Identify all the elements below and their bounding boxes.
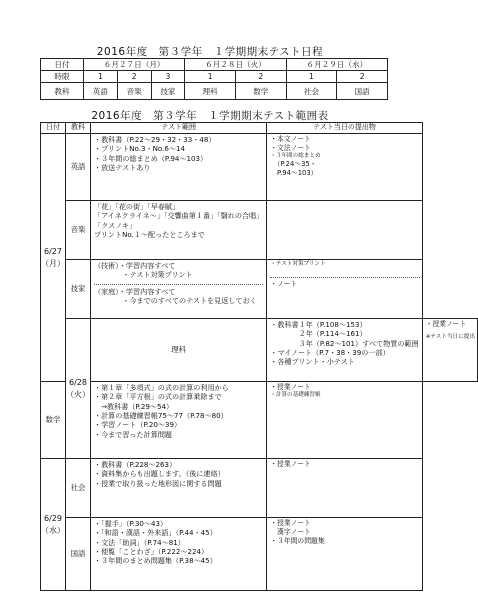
row-japanese	[41, 518, 478, 591]
subject-cell-english: 英語	[84, 83, 118, 100]
bring-english	[267, 134, 422, 201]
schedule-date-0628: ６月２８日（火）	[185, 59, 286, 71]
date-md: 6/27	[44, 246, 62, 256]
range-social	[91, 459, 267, 518]
bring-line: ・授業ノート	[270, 519, 311, 527]
date-dow: （月）	[41, 258, 65, 268]
range-line: ・第１章「多項式」の式の計算の利用から	[94, 383, 229, 392]
range-line: ２年（P.114～161）	[270, 329, 367, 339]
subject-cell-tech: 技家	[151, 83, 185, 100]
row-music	[41, 201, 478, 260]
range-line: ・テスト対策プリント	[94, 270, 193, 280]
subject-english: 英語	[66, 134, 91, 201]
schedule-period-row	[41, 71, 388, 83]
period-cell: 2	[337, 71, 388, 83]
range-line: ・３年間の総まとめ（P.94～103）	[94, 153, 208, 163]
date-md: 6/28	[69, 377, 87, 387]
period-cell: 2	[235, 71, 286, 83]
bring-line: ・３年間の総まとめ	[270, 152, 321, 159]
section-divider	[270, 277, 419, 278]
row-english	[41, 134, 478, 201]
bring-line: ・３年間の問題集	[270, 536, 325, 545]
range-english	[91, 134, 267, 201]
bring-line: ・授業ノート	[270, 383, 311, 391]
range-line: 「クスノキ」	[94, 220, 137, 230]
schedule-date-0627: ６月２７日（月）	[84, 59, 185, 71]
row-science	[41, 319, 478, 382]
bring-line: ・テスト対策プリント	[270, 261, 326, 267]
bring-tech	[267, 260, 422, 319]
range-line: ・「和語・漢語・外来語」（P.44・45）	[94, 528, 217, 538]
period-cell: 3	[151, 71, 185, 83]
range-line: ・各種プリント・小テスト	[270, 357, 355, 367]
section-divider	[94, 284, 263, 285]
bring-line: ・授業ノート	[270, 460, 311, 468]
range-line: →教科書（P.29～54）	[94, 401, 174, 411]
period-cell: 1	[185, 71, 236, 83]
range-table	[40, 122, 478, 591]
bring-math	[267, 382, 422, 459]
bring-social	[267, 459, 422, 518]
schedule-subject-row	[41, 83, 388, 100]
bring-line: （P.24～35・	[270, 160, 317, 169]
bring-line: 漢字ノート	[270, 527, 311, 536]
range-line: プリントNo.１～配ったところまで	[94, 230, 205, 240]
range-title: 2016年度 第３学年 １学期期末テスト範囲表	[91, 110, 329, 122]
bring-line: ・本文ノート	[270, 135, 311, 143]
range-line: ・資料集からも出題します。（後に連絡）	[94, 469, 225, 479]
range-line: 「アイネクライネ～」「交響曲第１番」「翳れの合唱」	[94, 211, 264, 221]
range-line: ・今までのすべてのテストを見返しておく	[94, 296, 257, 306]
date-cell-0628	[66, 319, 91, 459]
range-line: ・「握手」（P.30～43）	[94, 519, 168, 528]
date-dow: （水）	[41, 525, 65, 535]
date-md: 6/29	[44, 513, 62, 523]
range-line: ・授業で取り扱った地形図に関する問題	[94, 478, 222, 488]
range-line: ・教科書（P.22～29・32・33・48）	[94, 135, 216, 144]
range-line: ・教科書１年（P.108～153）	[270, 320, 367, 329]
subject-japanese: 国語	[66, 518, 91, 591]
period-cell: 2	[117, 71, 151, 83]
subject-math: 数学	[41, 382, 66, 459]
row-math	[41, 382, 478, 459]
schedule-date-0629: ６月２９日（水）	[286, 59, 387, 71]
range-line: ・計算の基礎練習帳75～77（P.78～80）	[94, 411, 228, 421]
range-tech	[91, 260, 267, 319]
date-cell-0629	[41, 459, 66, 591]
bring-line: ・文法ノート	[270, 143, 311, 152]
range-line: ・学習ノート（P.20～39）	[94, 420, 182, 430]
range-line: ・放送テストあり	[94, 163, 151, 173]
row-tech	[41, 260, 478, 319]
date-cell-0627	[41, 134, 66, 382]
range-science	[267, 319, 422, 382]
schedule-table	[40, 58, 388, 100]
bring-line: ・授業ノート	[425, 320, 467, 328]
row-social	[41, 459, 478, 518]
range-line: ・今まで習った計算問題	[94, 429, 173, 439]
subject-social: 社会	[66, 459, 91, 518]
subject-row-label: 教科	[41, 83, 84, 100]
schedule-date-row	[41, 59, 388, 71]
range-header-row	[41, 123, 478, 134]
bring-line: ・計算の基礎練習帳	[270, 391, 321, 398]
range-line: ・教科書（P.228～263）	[94, 460, 177, 469]
subject-cell-math: 数学	[235, 83, 286, 100]
header-bring: テスト当日の提出物	[267, 123, 422, 134]
range-japanese	[91, 518, 267, 591]
schedule-title: 2016年度 第３学年 １学期期末テスト日程	[96, 46, 324, 58]
range-line: （家庭）・学習内容すべて	[94, 286, 176, 296]
range-line: ・文法「助詞」（P.74～81）	[94, 537, 185, 547]
period-cell: 1	[84, 71, 118, 83]
date-row-label: 日付	[41, 59, 84, 71]
range-line: 「花」「花の街」「早春賦」	[94, 202, 180, 211]
subject-cell-social: 社会	[286, 83, 337, 100]
period-cell: 1	[286, 71, 337, 83]
range-math	[91, 382, 267, 459]
range-line: ・マイノート（P.7・38・39の一部）	[270, 348, 390, 358]
bring-japanese	[267, 518, 422, 591]
range-line: （技術）・学習内容すべて	[94, 261, 176, 270]
range-line: ３年（P.82～101）すべて物質の範囲	[270, 338, 419, 348]
range-line: ・第２章「平方根」の式の計算乗除まで	[94, 392, 222, 402]
subject-cell-japanese: 国語	[337, 83, 388, 100]
period-row-label: 時限	[41, 71, 84, 83]
subject-music: 音楽	[66, 201, 91, 260]
range-line: ・３年間のまとめ問題集（P.38～45）	[94, 556, 217, 566]
subject-tech: 技家	[66, 260, 91, 319]
header-subject: 教科	[66, 123, 91, 134]
bring-music	[267, 201, 422, 260]
range-music	[91, 201, 267, 260]
bring-line: ※テスト当日に提出	[425, 333, 475, 340]
range-line: ・プリントNo.3・No.6～14	[94, 144, 185, 154]
header-range: テスト範囲	[91, 123, 267, 134]
subject-science: 理科	[91, 319, 267, 382]
range-line: ・便覧「ことわざ」（P.222～224）	[94, 547, 209, 557]
subject-cell-science: 理科	[185, 83, 236, 100]
date-dow: （火）	[66, 389, 90, 399]
header-date: 日付	[41, 123, 66, 134]
bring-science	[422, 319, 477, 382]
subject-cell-music: 音楽	[117, 83, 151, 100]
bring-line: ・ノート	[270, 280, 298, 289]
bring-line: P.94～103）	[270, 169, 318, 178]
